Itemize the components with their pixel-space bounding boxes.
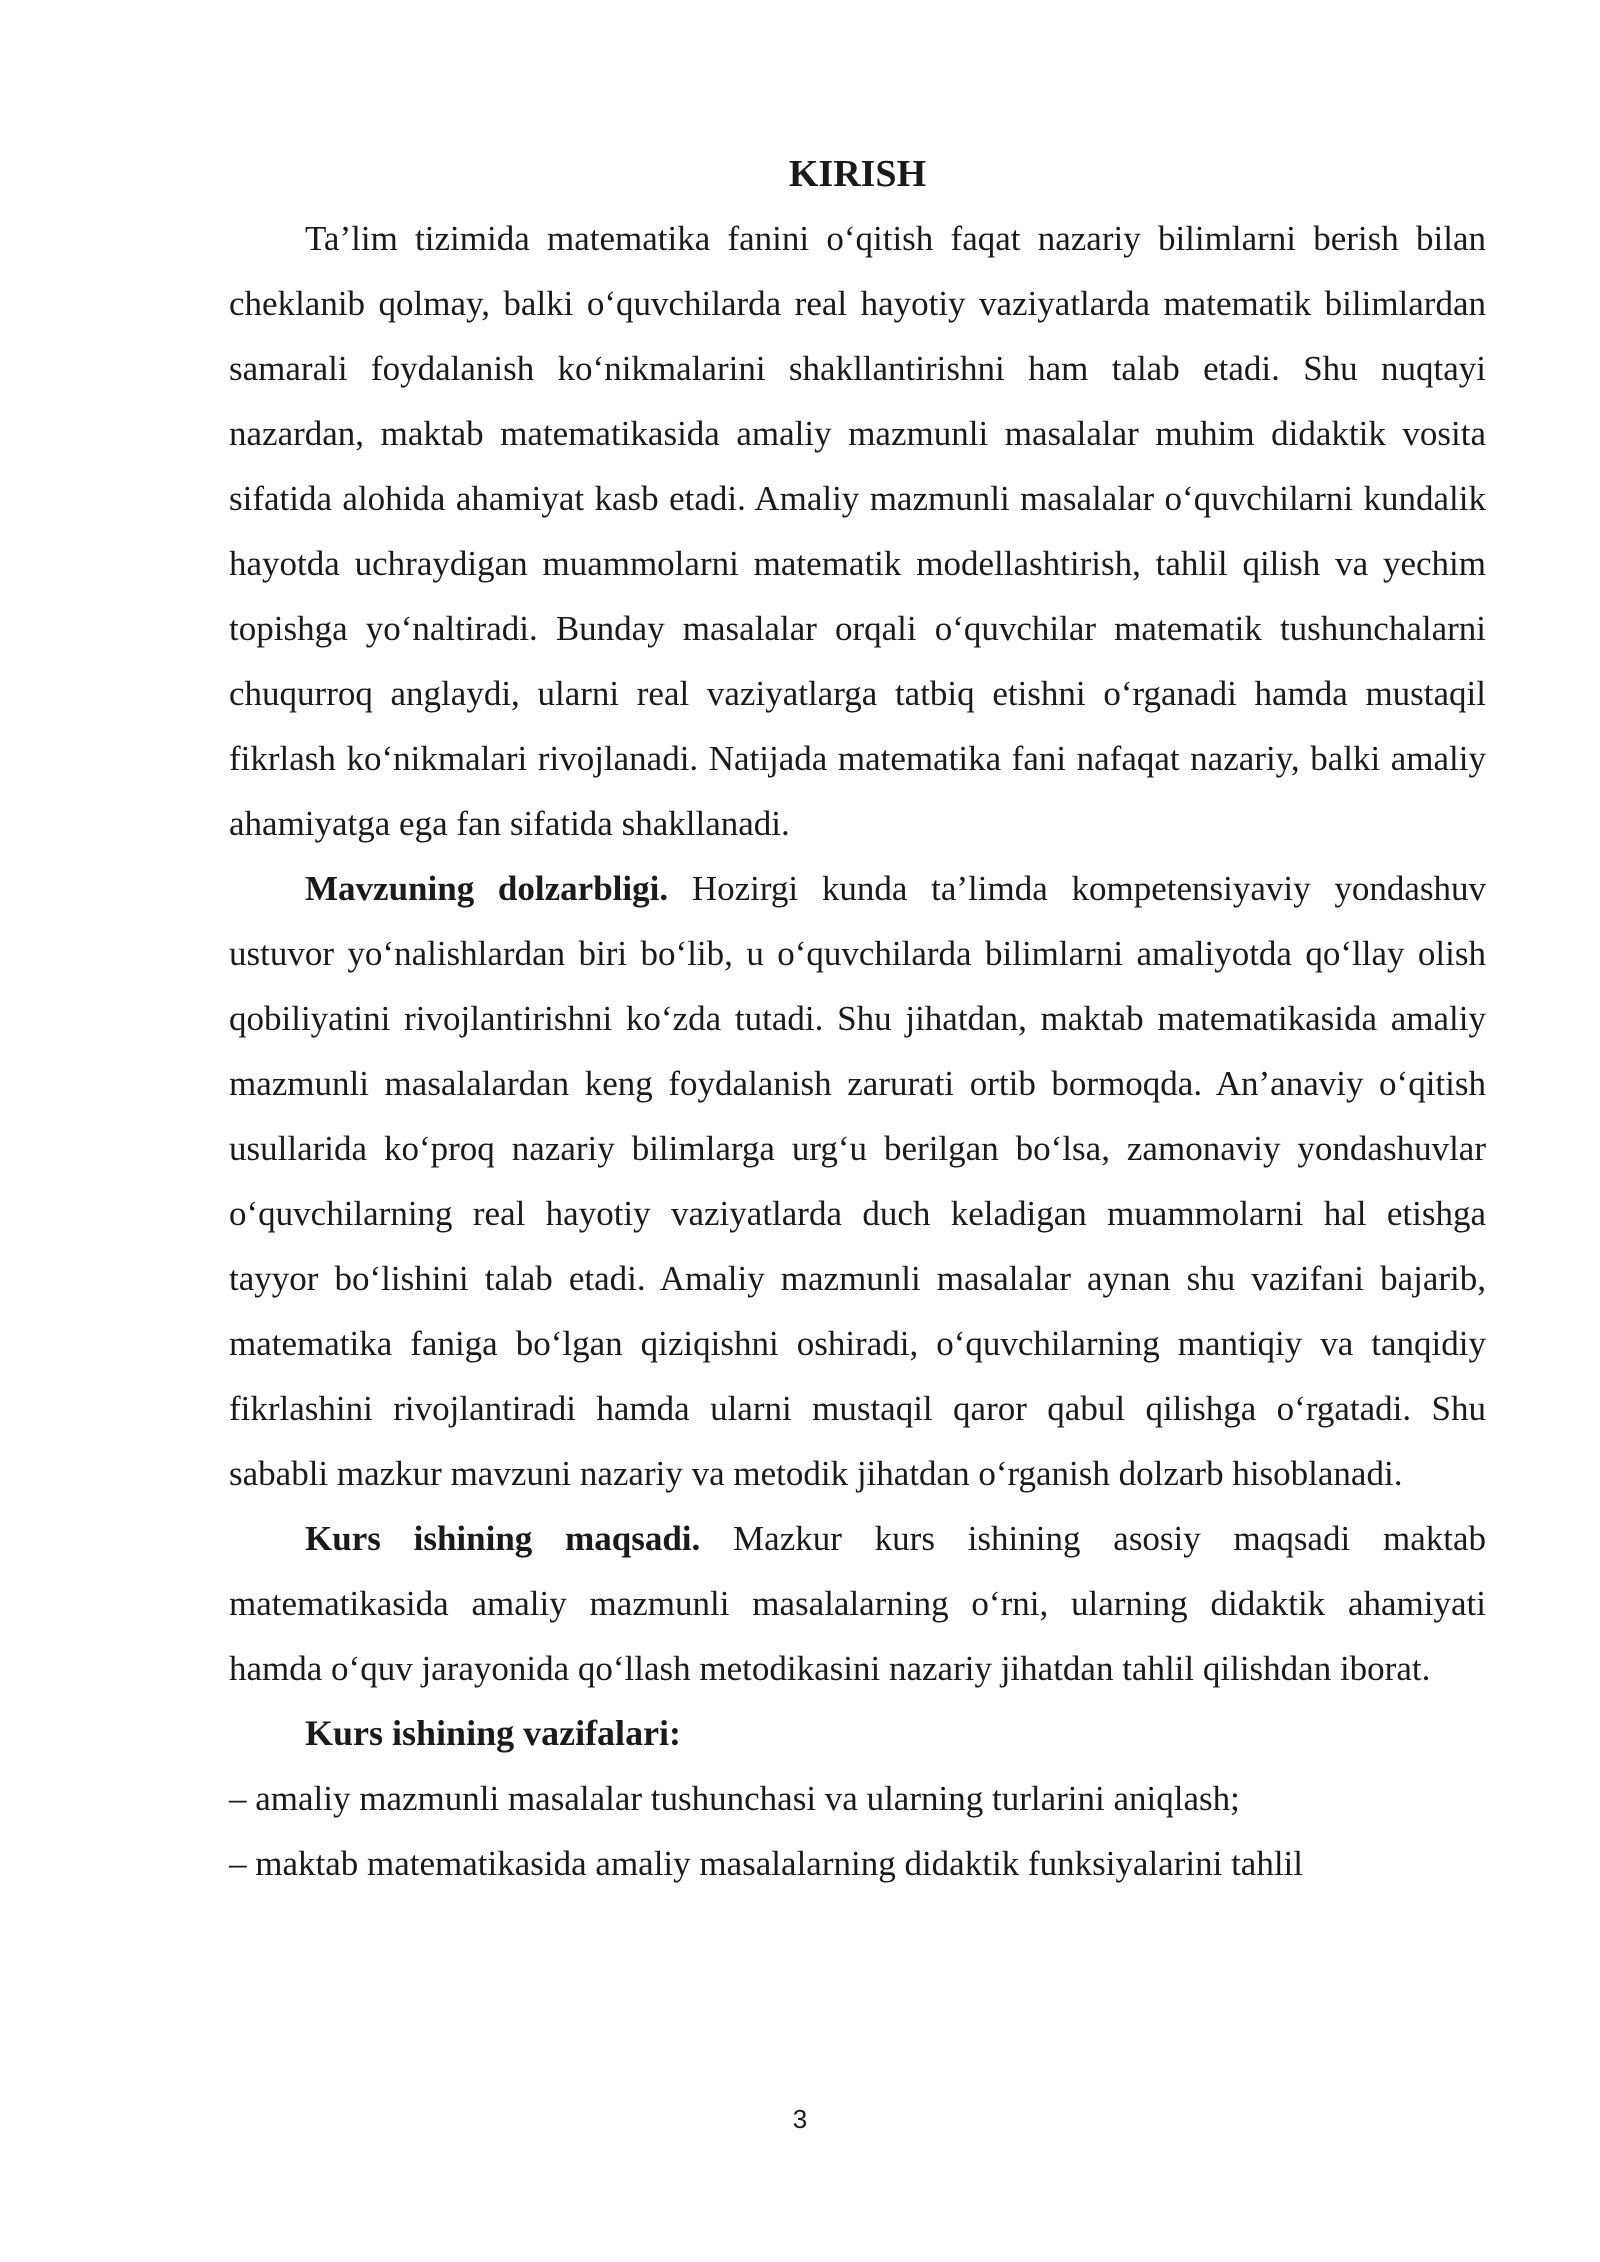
relevance-paragraph — [229, 856, 1486, 1506]
relevance-text: Hozirgi kunda ta’limda kompetensiyaviy yondashuv ustuvor yo‘nalishlardan biri bo‘lib, u o‘quvchilarda bilimlarni amaliyotda qo‘llay olish qobiliyatini rivojlantirishni ko‘zda tutadi. Shu jihatdan, maktab matematikasida amaliy mazmunli masalalardan keng foydalanish zarurati ortib bormoqda. An’anaviy o‘qitish usullarida ko‘proq nazariy bilimlarga urg‘u berilgan bo‘lsa, zamonaviy yondashuvlar o‘quvchilarning real hayotiy vaziyatlarda duch keladigan muammolarni hal etishga tayyor bo‘lishini talab etadi. Amaliy mazmunli masalalar aynan shu vazifani bajarib, matematika faniga bo‘lgan qiziqishni oshiradi, o‘quvchilarning mantiqiy va tanqidiy fikrlashini rivojlantiradi hamda ularni mustaqil qaror qabul qilishga o‘rgatadi. Shu sababli mazkur mavzuni nazariy va metodik jihatdan o‘rganish dolzarb hisoblanadi. — [229, 869, 1486, 1493]
tasks-list — [229, 1766, 1486, 1896]
relevance-lead: Mavzuning dolzarbligi. — [305, 869, 669, 908]
page-content — [229, 148, 1486, 1896]
goal-lead: Kurs ishining maqsadi. — [305, 1519, 701, 1558]
goal-text: Mazkur kurs ishining asosiy maqsadi maktab matematikasida amaliy mazmunli masalalarning o‘rni, ularning didaktik ahamiyati hamda o‘quv jarayonida qo‘llash metodikasini nazariy jihatdan tahlil qilishdan iborat. — [229, 1519, 1486, 1688]
page-title: KIRISH — [788, 153, 927, 195]
list-item: – amaliy mazmunli masalalar tushunchasi va ularning turlarini aniqlash; — [229, 1779, 1240, 1818]
tasks-heading: Kurs ishining vazifalari: — [305, 1713, 682, 1753]
list-item: – maktab matematikasida amaliy masalalarning didaktik funksiyalarini tahlil — [229, 1844, 1303, 1883]
goal-paragraph — [229, 1506, 1486, 1701]
intro-paragraph: Ta’lim tizimida matematika fanini o‘qitish faqat nazariy bilimlarni berish bilan cheklanib qolmay, balki o‘quvchilarda real hayotiy vaziyatlarda matematik bilimlardan samarali foydalanish ko‘nikmalarini shakllantirishni ham talab etadi. Shu nuqtayi nazardan, maktab matematikasida amaliy mazmunli masalalar muhim didaktik vosita sifatida alohida ahamiyat kasb etadi. Amaliy mazmunli masalalar o‘quvchilarni kundalik hayotda uchraydigan muammolarni matematik modellashtirish, tahlil qilish va yechim topishga yo‘naltiradi. Bunday masalalar orqali o‘quvchilar matematik tushunchalarni chuqurroq anglaydi, ularni real vaziyatlarga tatbiq etishni o‘rganadi hamda mustaqil fikrlash ko‘nikmalari rivojlanadi. Natijada matematika fani nafaqat nazariy, balki amaliy ahamiyatga ega fan sifatida shakllanadi. — [229, 219, 1486, 843]
page-number: 3 — [792, 2104, 808, 2134]
